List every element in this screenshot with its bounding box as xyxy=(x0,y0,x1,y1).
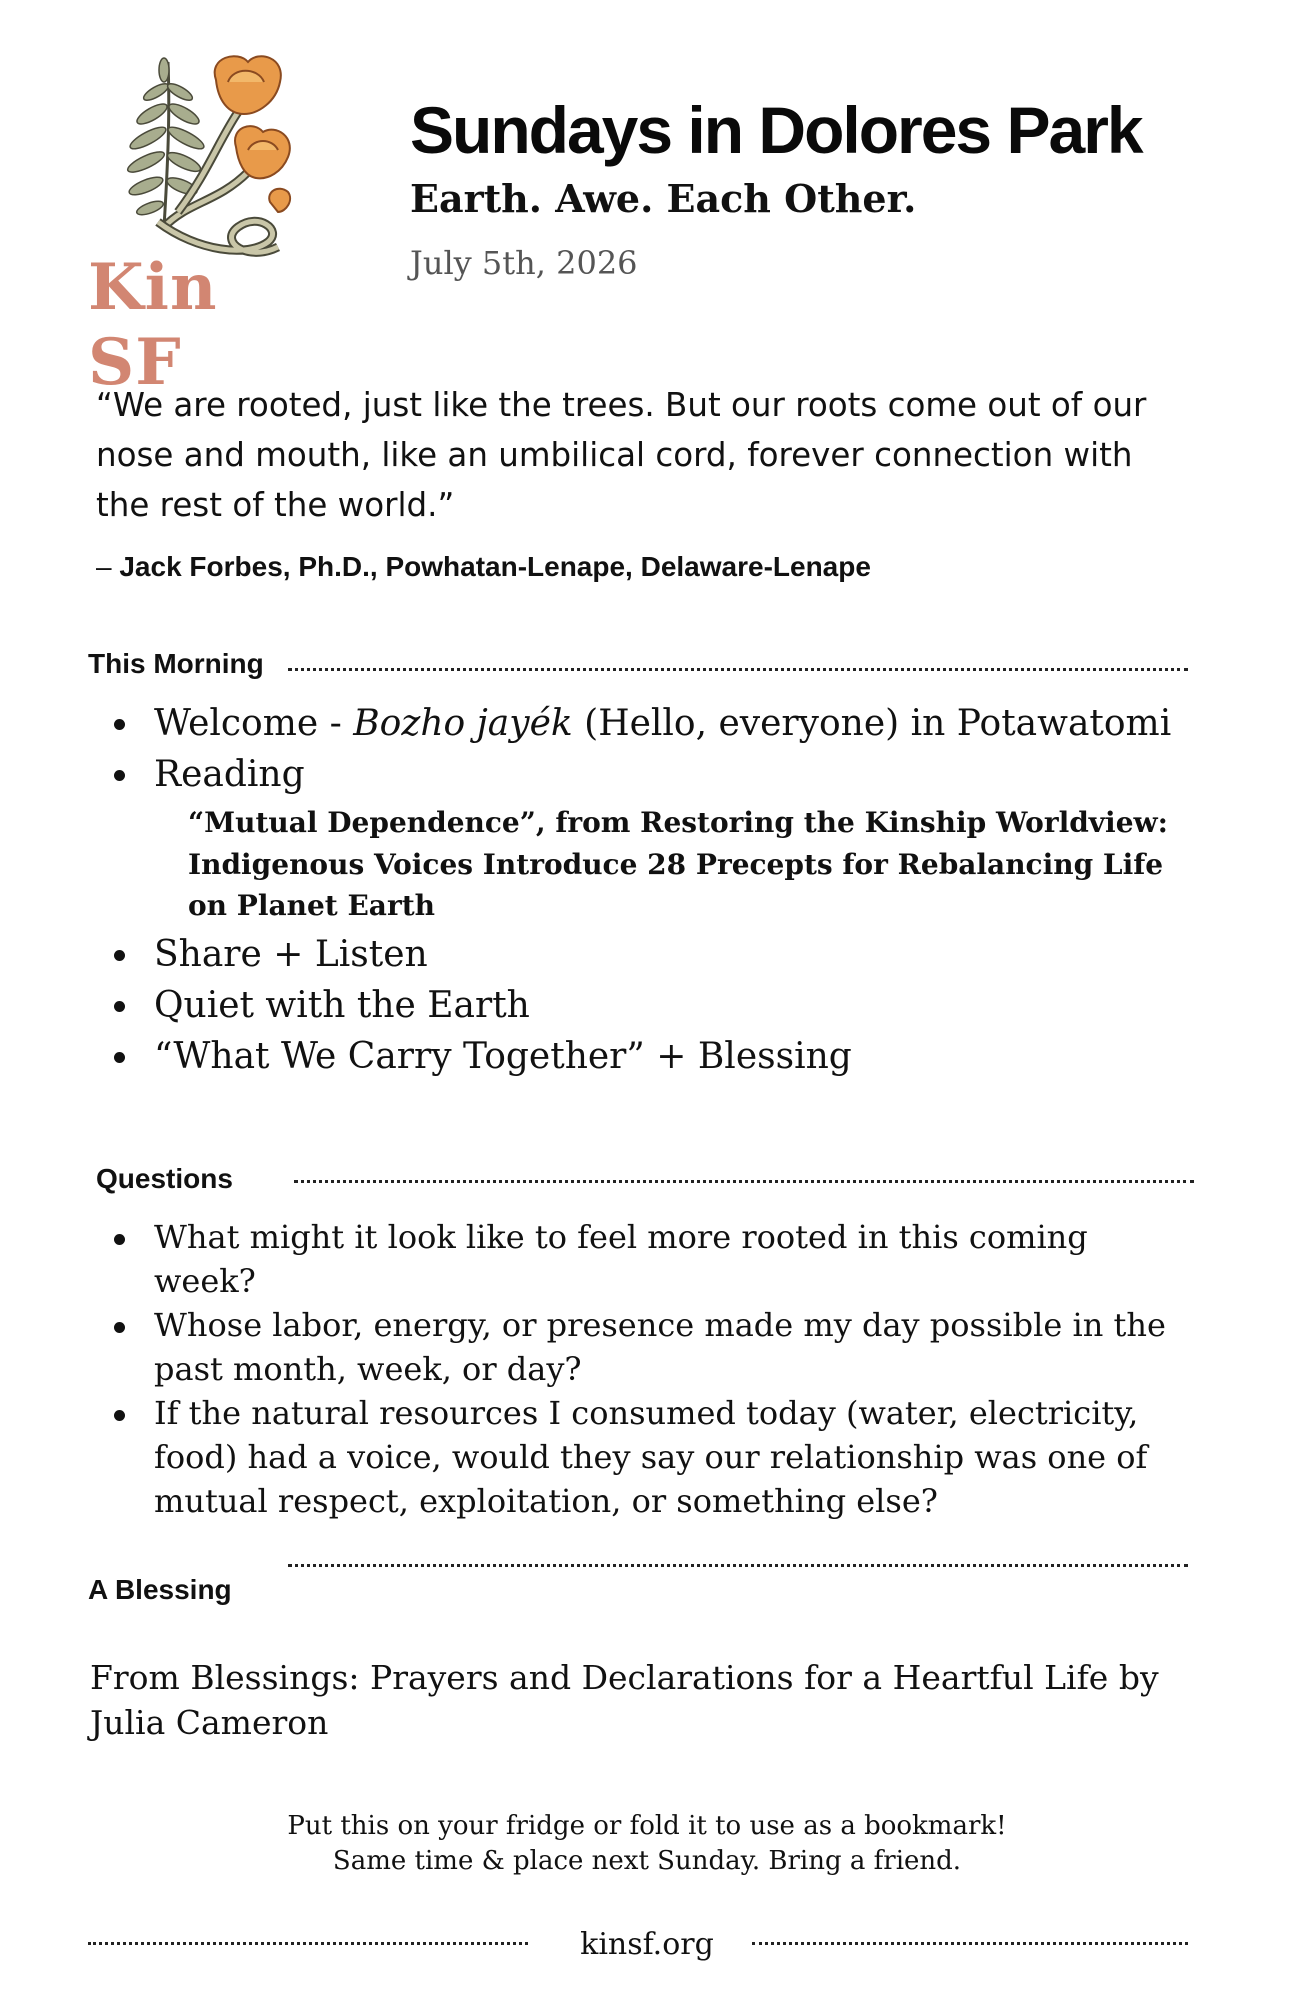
page-subtitle: Earth. Awe. Each Other. xyxy=(410,176,917,221)
list-item: If the natural resources I consumed today (water, electricity, food) had a voice, would they say our relationship was one of mutual respect, exploitation, or something else? xyxy=(96,1391,1196,1523)
list-item: “What We Carry Together” + Blessing xyxy=(96,1031,1196,1082)
logo-text: Kin SF xyxy=(88,250,218,400)
dotted-divider xyxy=(288,668,1188,671)
opening-quote: “We are rooted, just like the trees. But our roots come out of our nose and mouth, like an umbilical cord, forever connection with the rest of the world.” xyxy=(96,386,1147,524)
event-date: July 5th, 2026 xyxy=(410,244,638,282)
list-item xyxy=(96,749,1196,927)
quote-attribution xyxy=(96,551,871,583)
page-title: Sundays in Dolores Park xyxy=(410,93,1142,167)
section-heading-a-blessing: A Blessing xyxy=(88,1574,232,1605)
section-heading-questions: Questions xyxy=(96,1163,233,1194)
poppy-botanical-icon xyxy=(98,52,298,267)
footer-note-line1: Put this on your fridge or fold it to use as a bookmark! xyxy=(287,1811,1007,1841)
welcome-greeting: Bozho jayék xyxy=(353,703,573,744)
welcome-prefix: Welcome - xyxy=(154,703,354,744)
welcome-suffix: (Hello, everyone) in Potawatomi xyxy=(572,703,1172,744)
dotted-divider xyxy=(288,1564,1188,1567)
reading-detail: “Mutual Dependence”, from Restoring the Kinship Worldview: Indigenous Voices Introduce 28 Precepts for Rebalancing Life on Planet Earth xyxy=(188,806,1168,922)
list-item: Quiet with the Earth xyxy=(96,980,1196,1031)
blessing-source: From Blessings: Prayers and Declarations for a Heartful Life by Julia Cameron xyxy=(90,1658,1159,1742)
morning-agenda-list xyxy=(96,698,1196,1082)
dotted-divider xyxy=(294,1180,1194,1183)
list-item xyxy=(96,698,1196,749)
attribution-name: Jack Forbes, Ph.D., Powhatan-Lenape, Delaware-Lenape xyxy=(119,551,871,582)
section-heading-this-morning: This Morning xyxy=(88,648,264,679)
list-item: Whose labor, energy, or presence made my day possible in the past month, week, or day? xyxy=(96,1303,1196,1391)
list-item: What might it look like to feel more rooted in this coming week? xyxy=(96,1215,1196,1303)
kin-sf-logo xyxy=(88,52,308,400)
questions-list xyxy=(96,1215,1196,1523)
footer-note-line2: Same time & place next Sunday. Bring a friend. xyxy=(332,1846,962,1876)
website-link[interactable]: kinsf.org xyxy=(580,1927,714,1962)
list-item: Share + Listen xyxy=(96,929,1196,980)
reading-label: Reading xyxy=(154,754,305,795)
attribution-dash: – xyxy=(96,551,120,582)
dotted-divider xyxy=(752,1942,1188,1945)
